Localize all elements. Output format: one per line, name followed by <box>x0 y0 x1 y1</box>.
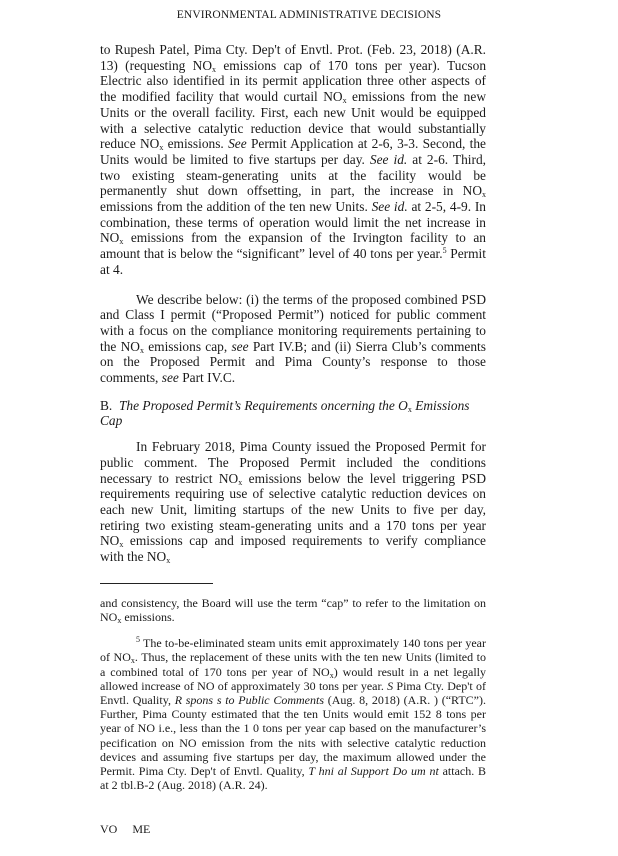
page-footer: VO ME <box>100 822 151 837</box>
footnote-5: $^5$ The to-be-eliminated steam units emit approximately 140 tons per year of $NO_x$. Thus, the replacement of these units with the ten new Units (limited to a combined total of 170 tons per year of $NO_x$) would result in a net legally allowed increase of NO of approximately 30 tons per year. S Pima Cty. Dep't of Envtl. Quality, R spons s to Public Comments (Aug. 8, 2018) (A.R. ) (“RTC”). Further, Pima County estimated that the ten Units would emit 152 8 tons per year of NO i.e., less than the 1 0 tons per year cap based on the manufacturer’s pecification on NO emission from the nits with selective catalytic reduction devices and assuming five startups per day, the maximum allowed under the Permit. Pima Cty. Dep't of Envtl. Quality, T hni al Support Do um nt attach. B at 2 tbl.B-2 (Aug. 2018) (A.R. 24). <box>100 635 487 793</box>
paragraph-3: In February 2018, Pima County issued the Proposed Permit for public comment. The Proposed Permit included the conditions necessary to restrict $NO_x$ emissions below the level triggering PSD requirements requiring use of selective catalytic reduction devices on each new Unit, limiting startups of the new Units to five per day, retiring two existing steam-generating units and a 170 tons per year $NO_x$ emissions cap and imposed requirements to verify compliance with the $NO_x$ <box>100 439 486 566</box>
running-header: ENVIRONMENTAL ADMINISTRATIVE DECISIONS <box>176 9 442 21</box>
footnote-continuation: and consistency, the Board will use the term “cap” to refer to the limitation on $NO_x$ emissions. <box>100 595 486 625</box>
paragraph-1: to Rupesh Patel, Pima Cty. Dep't of Envtl. Prot. (Feb. 23, 2018) (A.R. 13) (requesting $NO_x$ emissions cap of 170 tons per year). Tucson Electric also identified in its permit application three other aspects of the modified facility that would curtail $NO_x$ emissions from the new Units or the overall facility. First, each new Unit would be equipped with a selective catalytic reduction device that would substantially reduce $NO_x$ emissions. See Permit Application at 2-6, 3-3. Second, the Units would be limited to five startups per day. See id. at 2-6. Third, two existing steam-generating units at the facility would be permanently shut down offsetting, in part, the increase in $NO_x$ emissions from the addition of the ten new Units. See id. at 2-5, 4-9. In combination, these terms of operation would limit the net increase in $NO_x$ emissions from the expansion of the Irvington facility to an amount that is below the “significant” level of 40 tons per year.$^5$ Permit at 4. <box>100 42 487 277</box>
footnote-separator <box>100 583 213 584</box>
footnote-ref-5[interactable]: 5 <box>442 246 447 256</box>
section-heading: B. The Proposed Permit’s Requirements oncerning the $O_x$ Emissions Cap <box>100 397 470 429</box>
paragraph-2: We describe below: (i) the terms of the proposed combined PSD and Class I permit (“Proposed Permit”) noticed for public comment with a focus on the compliance monitoring requirements pertaining to the $NO_x$ emissions cap, see Part IV.B; and (ii) Sierra Club’s comments on the Proposed Permit and Pima County’s response to those comments, see Part IV.C. <box>100 291 486 386</box>
